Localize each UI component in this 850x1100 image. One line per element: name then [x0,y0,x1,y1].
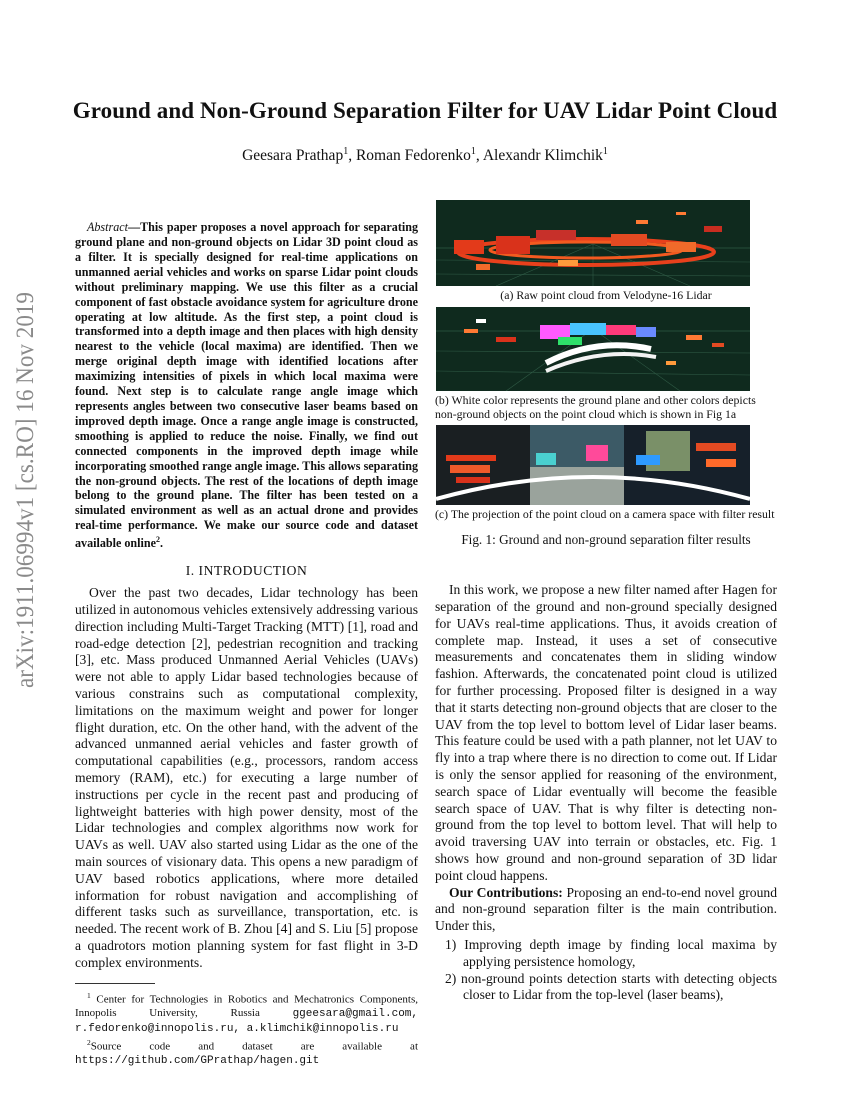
footnote-mark: 2 [87,1038,91,1048]
subcaption-a: (a) Raw point cloud from Velodyne-16 Lidar [500,288,712,302]
list-number: 2) [445,970,457,986]
contributions-intro: Proposing an end-to-end novel ground and non-ground separation filter is the main contribution. Under this, [435,884,777,934]
right-body [435,582,777,1004]
contributions-list [435,937,777,1004]
footnote-affiliation [75,989,418,1036]
list-text: non-ground points detection starts with detecting objects closer to Lidar from the top-level (laser beams), [461,970,777,1003]
affiliation-mark: 1 [602,146,608,157]
body-paragraph: In this work, we propose a new filter named after Hagen for separation of the ground and non-ground specially designed for UAVs real-time applications. Thus, it avoids creation of complete map. Instead, it uses a set of consecutive measurements and concatenates them in sliding window fashion. Afterwards, the concatenated point cloud is utilized for further processing. Proposed filter is designed in a way that it starts detecting non-ground objects that are closer to the UAV from the top level to bottom level of Lidar laser beams. This feature could be used with a path planner, not let UAV to fly into a trap where there is no direction to come out. If Lidar is only the sensor applied for reasoning of the environment, search space of Lidar eventually will become the feasible search space of UAV. That is why filter is detecting non-ground from the top level to bottom level. That will help to avoid traversing UAV into terrain or obstacles, etc. Fig. 1 shows how ground and non-ground separation of 3D lidar point cloud happens. [435,582,777,883]
affiliation-text: Center for Technologies in Robotics and Mechatronics Components, Innopolis University, Russia [75,994,419,1020]
figure-caption: Fig. 1: Ground and non-ground separation filter results [461,532,751,548]
section-heading: I. INTRODUCTION [185,563,308,579]
figure-1a-raw-point-cloud [436,200,750,286]
affiliation-mark: 1 [470,146,476,157]
contributions-paragraph [435,885,777,935]
list-text: Improving depth image by finding local maxima by applying persistence homology, [463,936,777,969]
author-name: Geesara Prathap [242,147,344,165]
figure-1b-ground-separation [436,307,750,391]
paper-title: Ground and Non-Ground Separation Filter for UAV Lidar Point Cloud [72,98,778,123]
list-item [435,937,777,971]
intro-paragraph: Over the past two decades, Lidar technology has been utilized in autonomous vehicles extensively addressing various direction including Multi-Target Tracking (MTT) [1], road and road-edge detection [2], pedestrian recognition and tracking [3], etc. Mass produced Unmanned Aerial Vehicles (UAVs) were not able to apply Lidar based technologies because of various constrains such as computational complexity, limitations on the maximum weight and power for longer flight duration, etc. On the other hand, with the advent of the advanced unmanned aerial vehicles and faster growth of computational capabilities (e.g., processors, random access memory (RAM), etc.) for executing a large number of instructions per cycle in the recent past and producing of lightweight batteries with high power density, most of the Lidar technologies and complex algorithms now work for UAVs as well. UAV also started using Lidar as the one of the main sources of visionary data. This opens a new paradigm of UAV based robotics applications, where more detailed information for robust navigation and accomplishing of different tasks such as surveillance, transportation, etc. is needed. The recent work of B. Zhou [4] and S. Liu [5] propose a quadrotors motion planning system for fast flight in 3-D complex environments. [75,585,418,970]
subcaption-b: (b) White color represents the ground plane and other colors depicts non-ground objects on the point cloud which is shown in Fig 1a [435,392,756,421]
footnote-source-code [75,1036,418,1068]
list-number: 1) [445,936,457,952]
contributions-label: Our Contributions: [449,884,563,900]
abstract-text: This paper proposes a novel approach for separating ground plane and non-ground objects on Lidar 3D point cloud as a filter. It is specially designed for real-time applications on unmanned aerial vehicles and works on sparse Lidar point clouds without preliminary mapping. We use this filter as a crucial component of fast obstacle avoidance system for agriculture drone operating at low altitude. As the first step, a point cloud is transformed into a depth image and then places with high density nearest to the vehicle (local maxima) are identified. Then we merge original depth image with identified locations after maximizing intensities of pixels in which local maxima were found. Next step is to calculate range angle image which represents angles between two consecutive laser beams based on improved depth image. Once a range angle image is constructed, smoothing is applied to reduce the noise. Finally, we find out connected components in the improved depth image while incorporating smoothed range angle image. This allows separating the non-ground objects. The rest of the locations of depth image belong to the ground plane. The filter has been tested on a simulated environment as well as an actual drone and provides real-time performance. We make our source code and dataset available online [75,220,418,551]
abstract-dash: — [127,220,141,235]
left-column [75,208,418,1068]
source-code-text: Source code and dataset are available at [90,1040,418,1053]
footnote-mark: 2 [155,535,160,545]
footnote-mark: 1 [87,991,91,1001]
abstract [75,220,418,551]
affiliation-mark: 1 [343,146,349,157]
right-column [435,200,777,1004]
author-emails[interactable]: ggeesara@gmail.com, r.fedorenko@innopolis.ru, a.klimchik@innopolis.ru [75,1008,418,1035]
abstract-label: Abstract [87,220,128,235]
arxiv-stamp-text: arXiv:1911.06994v1 [cs.RO] 16 Nov 2019 [12,290,39,688]
subcaption-c: (c) The projection of the point cloud on a camera space with filter result [435,507,775,522]
author-list: Geesara Prathap$^1$, Roman Fedorenko$^1$, Alexandr Klimchik$^1$ [242,146,608,165]
author-name: Roman Fedorenko [355,147,471,165]
footnote-divider [75,983,155,984]
figure-1c-camera-projection [436,425,750,505]
github-link[interactable]: https://github.com/GPrathap/hagen.git [75,1054,320,1067]
author-name: Alexandr Klimchik [482,147,603,165]
list-item [435,971,777,1005]
arxiv-stamp [6,290,42,690]
abstract-end: . [159,536,164,551]
